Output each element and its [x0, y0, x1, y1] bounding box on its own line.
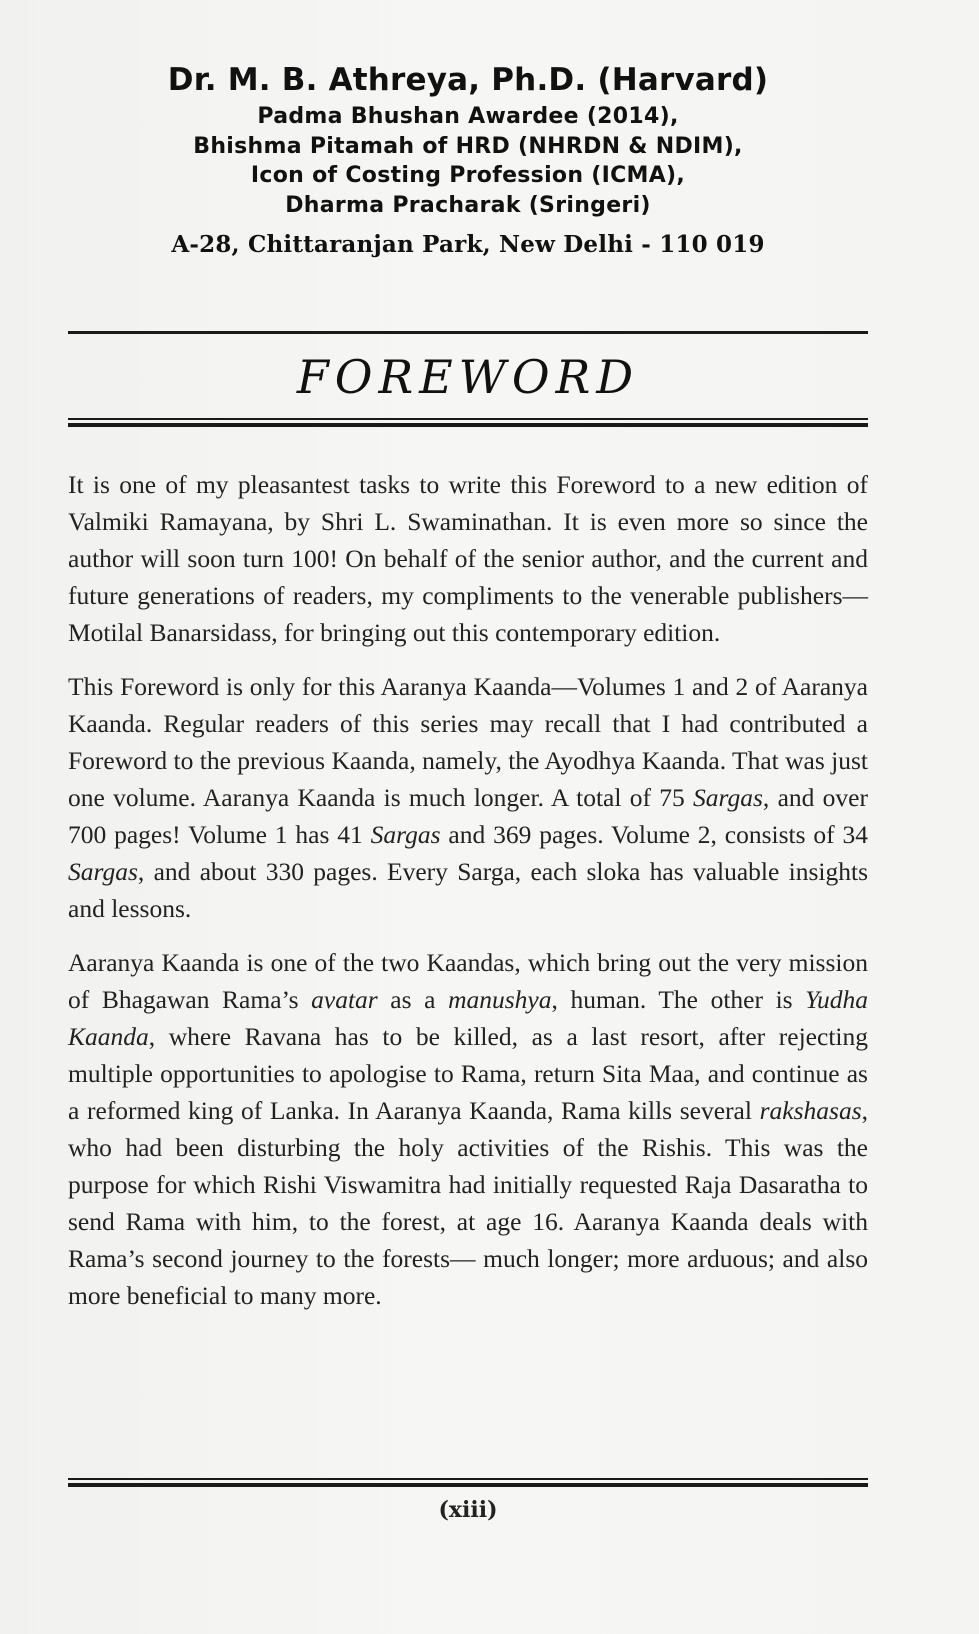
- author-title-1: Padma Bhushan Awardee (2014),: [257, 104, 679, 129]
- letterhead: [68, 58, 868, 260]
- author-name: Dr. M. B. Athreya, Ph.D. (Harvard): [167, 62, 769, 98]
- author-title-4: Dharma Pracharak (Sringeri): [285, 192, 651, 218]
- footer-divider: [68, 1478, 868, 1487]
- paragraph-3: Aaranya Kaanda is one of the two Kaandas, which bring out the very mission of Bhagawan Rama’s avatar as a manushya, human. The other is Yudha Kaanda, where Ravana has to be killed, as a last resort, after rejecting multiple opportunities to apologise to Rama, return Sita Maa, and continue as a reformed king of Lanka. In Aaranya Kaanda, Rama kills several rakshasas, who had been disturbing the holy activities of the Rishis. This was the purpose for which Rishi Viswamitra had initially requested Raja Dasaratha to send Rama with him, to the forest, at age 16. Aaranya Kaanda deals with Rama’s second journey to the forests— much longer; more arduous; and also more beneficial to many more.: [68, 948, 869, 1310]
- paragraph-1: It is one of my pleasantest tasks to write this Foreword to a new edition of Valmiki Ramayana, by Shri L. Swaminathan. It is even more so since the author will soon turn 100! On behalf of the senior author, and the current and future generations of readers, my compliments to the venerable publishers—Motilal Banarsidass, for bringing out this contemporary edition.: [68, 470, 868, 647]
- author-address: A-28, Chittaranjan Park, New Delhi - 110 019: [171, 231, 765, 258]
- author-title-3: Icon of Costing Profession (ICMA),: [250, 163, 686, 188]
- page-number: (xiii): [438, 1497, 498, 1523]
- top-divider: [68, 331, 868, 334]
- paragraph-2: This Foreword is only for this Aaranya Kaanda—Volumes 1 and 2 of Aaranya Kaanda. Regular readers of this series may recall that I had contributed a Foreword to the previous Kaanda, namely, the Ayodhya Kaanda. That was just one volume. Aaranya Kaanda is much longer. A total of 75 Sargas, and over 700 pages! Volume 1 has 41 Sargas and 369 pages. Volume 2, consists of 34 Sargas, and about 330 pages. Every Sarga, each sloka has valuable insights and lessons.: [68, 672, 869, 923]
- page-title: FOREWORD: [296, 350, 640, 404]
- author-title-2: Bhishma Pitamah of HRD (NHRDN & NDIM),: [193, 133, 743, 159]
- foreword-body: [68, 466, 868, 1331]
- title-underline: [68, 418, 868, 427]
